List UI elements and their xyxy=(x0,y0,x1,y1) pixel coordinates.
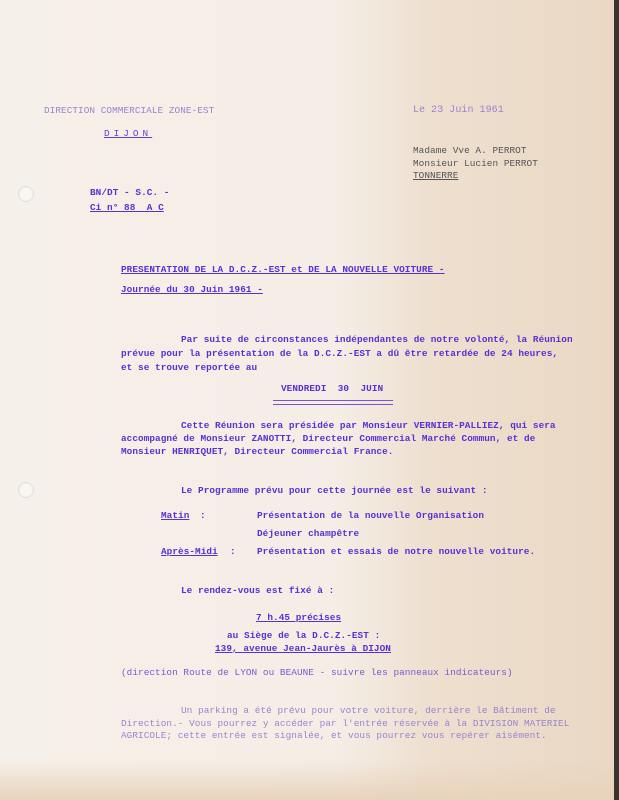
rendezvous-intro: Le rendez-vous est fixé à : xyxy=(181,585,335,596)
recipient-city: TONNERRE xyxy=(413,170,459,181)
directions: (direction Route de LYON ou BEAUNE - suivre les panneaux indicateurs) xyxy=(121,667,513,678)
programme-item: Présentation et essais de notre nouvelle voiture. xyxy=(257,546,536,557)
programme-intro: Le Programme prévu pour cette journée est le suivant : xyxy=(181,485,488,496)
paragraph-line: Monsieur HENRIQUET, Directeur Commercial France. xyxy=(121,446,394,457)
programme-sep: : xyxy=(200,510,206,521)
programme-label: Après-Midi xyxy=(161,546,218,557)
letterhead-org: DIRECTION COMMERCIALE ZONE-EST xyxy=(44,105,215,116)
new-date: VENDREDI 30 JUIN xyxy=(281,383,384,394)
paragraph-line: prévue pour la présentation de la D.C.Z.-EST a dû être retardée de 24 heures, xyxy=(121,348,559,359)
paragraph-line: Par suite de circonstances indépendantes de notre volonté, la Réunion xyxy=(181,334,573,345)
meeting-time: 7 h.45 précises xyxy=(256,612,342,623)
recipient-line: Monsieur Lucien PERROT xyxy=(413,158,538,169)
programme-item: Présentation de la nouvelle Organisation xyxy=(257,510,485,521)
reference-line: BN/DT - S.C. - xyxy=(90,187,170,198)
recipient-line: Madame Vve A. PERROT xyxy=(413,145,527,156)
subject-line: PRESENTATION DE LA D.C.Z.-EST et DE LA NOUVELLE VOITURE - xyxy=(121,264,445,275)
programme-sep: : xyxy=(230,546,236,557)
double-underline xyxy=(273,400,393,405)
punch-hole xyxy=(18,482,34,498)
parking-line: Un parking a été prévu pour votre voiture, derrière le Bâtiment de xyxy=(181,705,556,716)
programme-item: Déjeuner champêtre xyxy=(257,528,360,539)
programme-label: Matin xyxy=(161,510,190,521)
meeting-address: 139, avenue Jean-Jaurès à DIJON xyxy=(215,643,391,654)
letter-date: Le 23 Juin 1961 xyxy=(413,105,504,116)
punch-hole xyxy=(18,186,34,202)
parking-line: Direction.- Vous pourrez y accéder par l'entrée réservée à la DIVISION MATERIEL xyxy=(121,718,570,729)
parking-line: AGRICOLE; cette entrée est signalée, et vous pourrez vous repérer aisément. xyxy=(121,730,547,741)
meeting-venue: au Siège de la D.C.Z.-EST : xyxy=(227,630,381,641)
subject-line: Journée du 30 Juin 1961 - xyxy=(121,284,263,295)
reference-line: Ci n° 88 A C xyxy=(90,202,164,213)
letterhead-city: DIJON xyxy=(104,128,153,139)
paragraph-line: accompagné de Monsieur ZANOTTI, Directeur Commercial Marché Commun, et de xyxy=(121,433,536,444)
paragraph-line: et se trouve reportée au xyxy=(121,362,258,373)
paragraph-line: Cette Réunion sera présidée par Monsieur VERNIER-PALLIEZ, qui sera xyxy=(181,420,556,431)
